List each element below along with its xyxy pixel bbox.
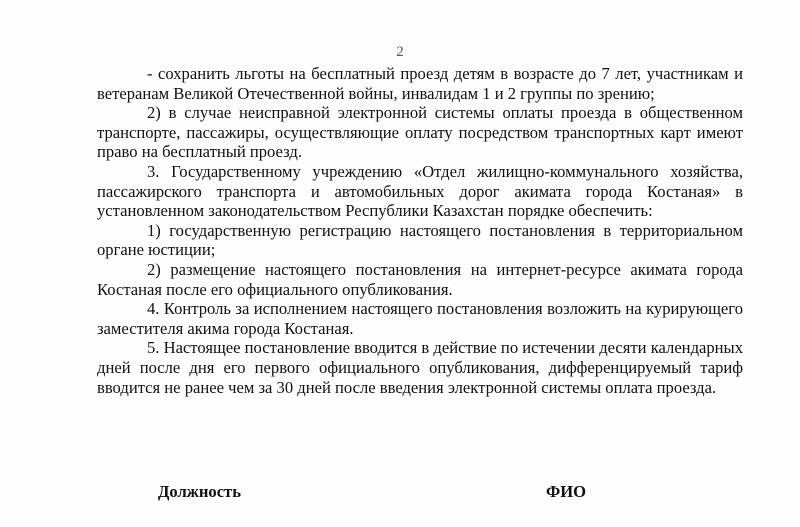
page-number: 2 bbox=[396, 44, 404, 60]
signature-block bbox=[0, 482, 800, 504]
paragraph-item-5: 5. Настоящее постановление вводится в действие по истечении десяти календарных дней после дня его первого официального опубликования, дифференцируемый тариф вводится не ранее чем за 30 дней после введения электронной системы оплата проезда. bbox=[97, 338, 743, 397]
paragraph-item-4: 4. Контроль за исполнением настоящего постановления возложить на курирующего заместителя акима города Костаная. bbox=[97, 299, 743, 338]
paragraph-item-3: 3. Государственному учреждению «Отдел жилищно-коммунального хозяйства, пассажирского транспорта и автомобильных дорог акимата города Костаная» в установленном законодательством Республики Казахстан порядке обеспечить: bbox=[97, 161, 743, 221]
signature-position: Должность bbox=[158, 482, 241, 501]
paragraph-free-travel: 2) в случае неисправной электронной системы оплаты проезда в общественном транспорте, пассажиры, осуществляющие оплату посредством транспортных карт имеют право на бесплатный проезд. bbox=[97, 103, 743, 162]
paragraph-benefits: - сохранить льготы на бесплатный проезд детям в возрасте до 7 лет, участникам и ветеранам Великой Отечественной войны, инвалидам 1 и 2 группы по зрению; bbox=[97, 64, 743, 103]
signature-name: ФИО bbox=[546, 482, 587, 501]
paragraph-registration: 1) государственную регистрацию настоящего постановления в территориальном органе юстиции; bbox=[97, 220, 743, 260]
document-body bbox=[97, 64, 743, 397]
paragraph-publication: 2) размещение настоящего постановления на интернет-ресурсе акимата города Костаная после его официального опубликования. bbox=[97, 259, 743, 299]
